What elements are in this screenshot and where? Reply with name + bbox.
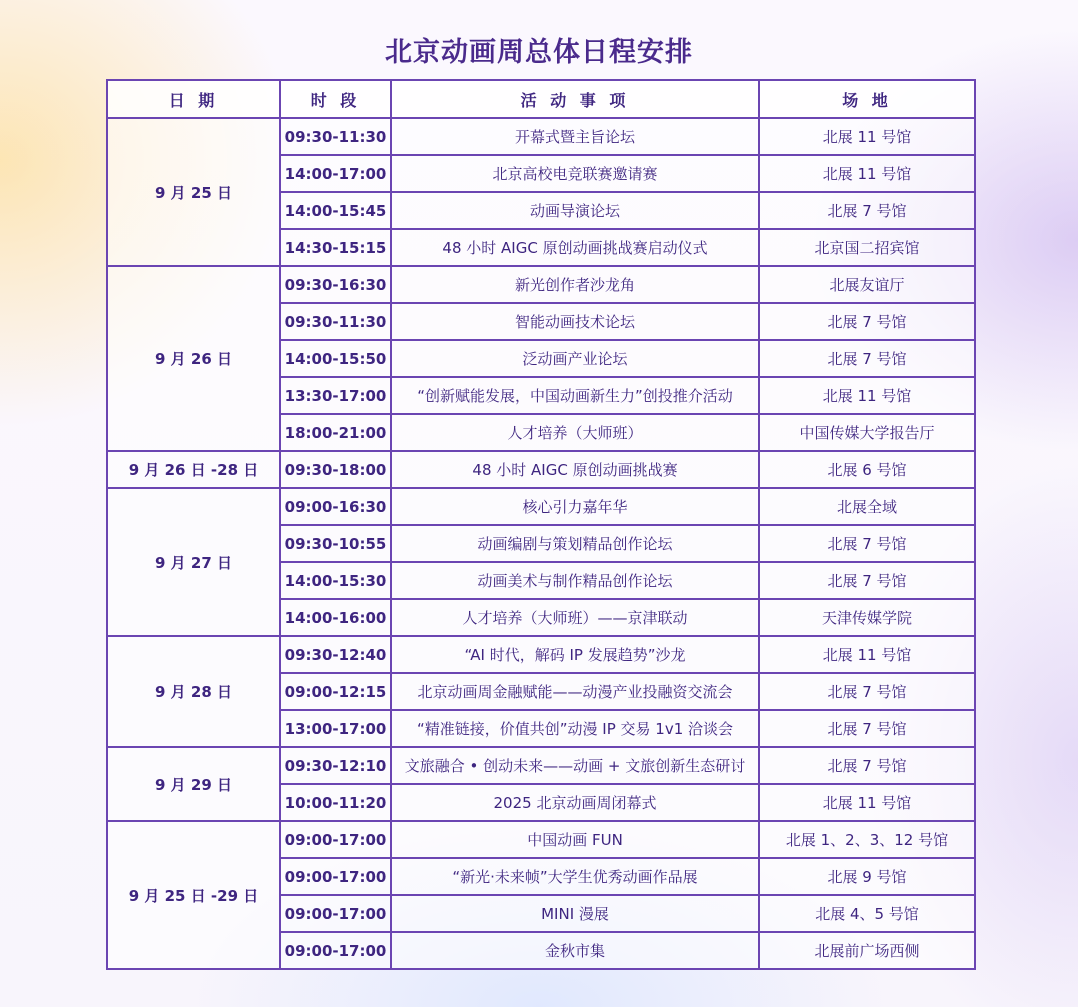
time-cell: 18:00-21:00 [280, 414, 391, 451]
activity-cell: 48 小时 AIGC 原创动画挑战赛 [391, 451, 759, 488]
activity-cell: 泛动画产业论坛 [391, 340, 759, 377]
table-row [107, 636, 975, 673]
venue-cell: 中国传媒大学报告厅 [759, 414, 975, 451]
time-cell: 09:00-17:00 [280, 895, 391, 932]
activity-cell: 开幕式暨主旨论坛 [391, 118, 759, 155]
venue-cell: 北展 11 号馆 [759, 784, 975, 821]
activity-cell: 北京动画周金融赋能——动漫产业投融资交流会 [391, 673, 759, 710]
date-cell: 9 月 26 日 [107, 266, 280, 451]
table-row [107, 821, 975, 858]
schedule-table [106, 79, 976, 970]
activity-cell: 人才培养（大师班）——京津联动 [391, 599, 759, 636]
date-cell: 9 月 25 日 [107, 118, 280, 266]
venue-cell: 北展 11 号馆 [759, 155, 975, 192]
page-title: 北京动画周总体日程安排 [385, 37, 693, 68]
date-cell: 9 月 25 日 -29 日 [107, 821, 280, 969]
activity-cell: 核心引力嘉年华 [391, 488, 759, 525]
date-cell: 9 月 28 日 [107, 636, 280, 747]
venue-cell: 北展 7 号馆 [759, 303, 975, 340]
table-row [107, 451, 975, 488]
venue-cell: 北展 9 号馆 [759, 858, 975, 895]
date-cell: 9 月 27 日 [107, 488, 280, 636]
venue-cell: 北展全域 [759, 488, 975, 525]
time-cell: 09:30-10:55 [280, 525, 391, 562]
activity-cell: MINI 漫展 [391, 895, 759, 932]
time-cell: 14:00-15:50 [280, 340, 391, 377]
venue-cell: 北展 7 号馆 [759, 710, 975, 747]
date-cell: 9 月 29 日 [107, 747, 280, 821]
time-cell: 14:30-15:15 [280, 229, 391, 266]
table-row [107, 488, 975, 525]
date-cell: 9 月 26 日 -28 日 [107, 451, 280, 488]
time-cell: 09:30-12:10 [280, 747, 391, 784]
schedule-body [107, 118, 975, 969]
time-cell: 14:00-15:30 [280, 562, 391, 599]
time-cell: 14:00-15:45 [280, 192, 391, 229]
header-time: 时 段 [280, 80, 391, 118]
venue-cell: 北展 7 号馆 [759, 562, 975, 599]
venue-cell: 北展 11 号馆 [759, 636, 975, 673]
activity-cell: 中国动画 FUN [391, 821, 759, 858]
time-cell: 09:00-16:30 [280, 488, 391, 525]
activity-cell: “精准链接，价值共创”动漫 IP 交易 1v1 洽谈会 [391, 710, 759, 747]
activity-cell: 北京高校电竞联赛邀请赛 [391, 155, 759, 192]
venue-cell: 北展 11 号馆 [759, 118, 975, 155]
venue-cell: 北展 11 号馆 [759, 377, 975, 414]
activity-cell: 动画美术与制作精品创作论坛 [391, 562, 759, 599]
activity-cell: 新光创作者沙龙角 [391, 266, 759, 303]
time-cell: 09:00-17:00 [280, 821, 391, 858]
venue-cell: 北展 7 号馆 [759, 340, 975, 377]
time-cell: 13:30-17:00 [280, 377, 391, 414]
time-cell: 14:00-17:00 [280, 155, 391, 192]
time-cell: 09:30-11:30 [280, 303, 391, 340]
table-row [107, 118, 975, 155]
venue-cell: 北展 7 号馆 [759, 192, 975, 229]
time-cell: 09:30-11:30 [280, 118, 391, 155]
venue-cell: 北展 6 号馆 [759, 451, 975, 488]
venue-cell: 北展友谊厅 [759, 266, 975, 303]
venue-cell: 北展前广场西侧 [759, 932, 975, 969]
table-row [107, 266, 975, 303]
time-cell: 09:00-12:15 [280, 673, 391, 710]
activity-cell: 动画编剧与策划精品创作论坛 [391, 525, 759, 562]
time-cell: 09:30-12:40 [280, 636, 391, 673]
venue-cell: 北展 1、2、3、12 号馆 [759, 821, 975, 858]
venue-cell: 北展 7 号馆 [759, 673, 975, 710]
time-cell: 09:30-16:30 [280, 266, 391, 303]
time-cell: 13:00-17:00 [280, 710, 391, 747]
activity-cell: 智能动画技术论坛 [391, 303, 759, 340]
activity-cell: 金秋市集 [391, 932, 759, 969]
venue-cell: 北展 7 号馆 [759, 525, 975, 562]
time-cell: 09:30-18:00 [280, 451, 391, 488]
venue-cell: 天津传媒学院 [759, 599, 975, 636]
activity-cell: 动画导演论坛 [391, 192, 759, 229]
activity-cell: “新光·未来帧”大学生优秀动画作品展 [391, 858, 759, 895]
venue-cell: 北展 7 号馆 [759, 747, 975, 784]
activity-cell: 文旅融合 • 创动未来——动画 + 文旅创新生态研讨 [391, 747, 759, 784]
activity-cell: “AI 时代，解码 IP 发展趋势”沙龙 [391, 636, 759, 673]
header-activity: 活 动 事 项 [391, 80, 759, 118]
header-row [107, 80, 975, 118]
activity-cell: 人才培养（大师班） [391, 414, 759, 451]
header-venue: 场 地 [759, 80, 975, 118]
activity-cell: “创新赋能发展，中国动画新生力”创投推介活动 [391, 377, 759, 414]
venue-cell: 北展 4、5 号馆 [759, 895, 975, 932]
activity-cell: 48 小时 AIGC 原创动画挑战赛启动仪式 [391, 229, 759, 266]
table-row [107, 747, 975, 784]
time-cell: 10:00-11:20 [280, 784, 391, 821]
activity-cell: 2025 北京动画周闭幕式 [391, 784, 759, 821]
time-cell: 14:00-16:00 [280, 599, 391, 636]
venue-cell: 北京国二招宾馆 [759, 229, 975, 266]
header-date: 日 期 [107, 80, 280, 118]
time-cell: 09:00-17:00 [280, 932, 391, 969]
time-cell: 09:00-17:00 [280, 858, 391, 895]
